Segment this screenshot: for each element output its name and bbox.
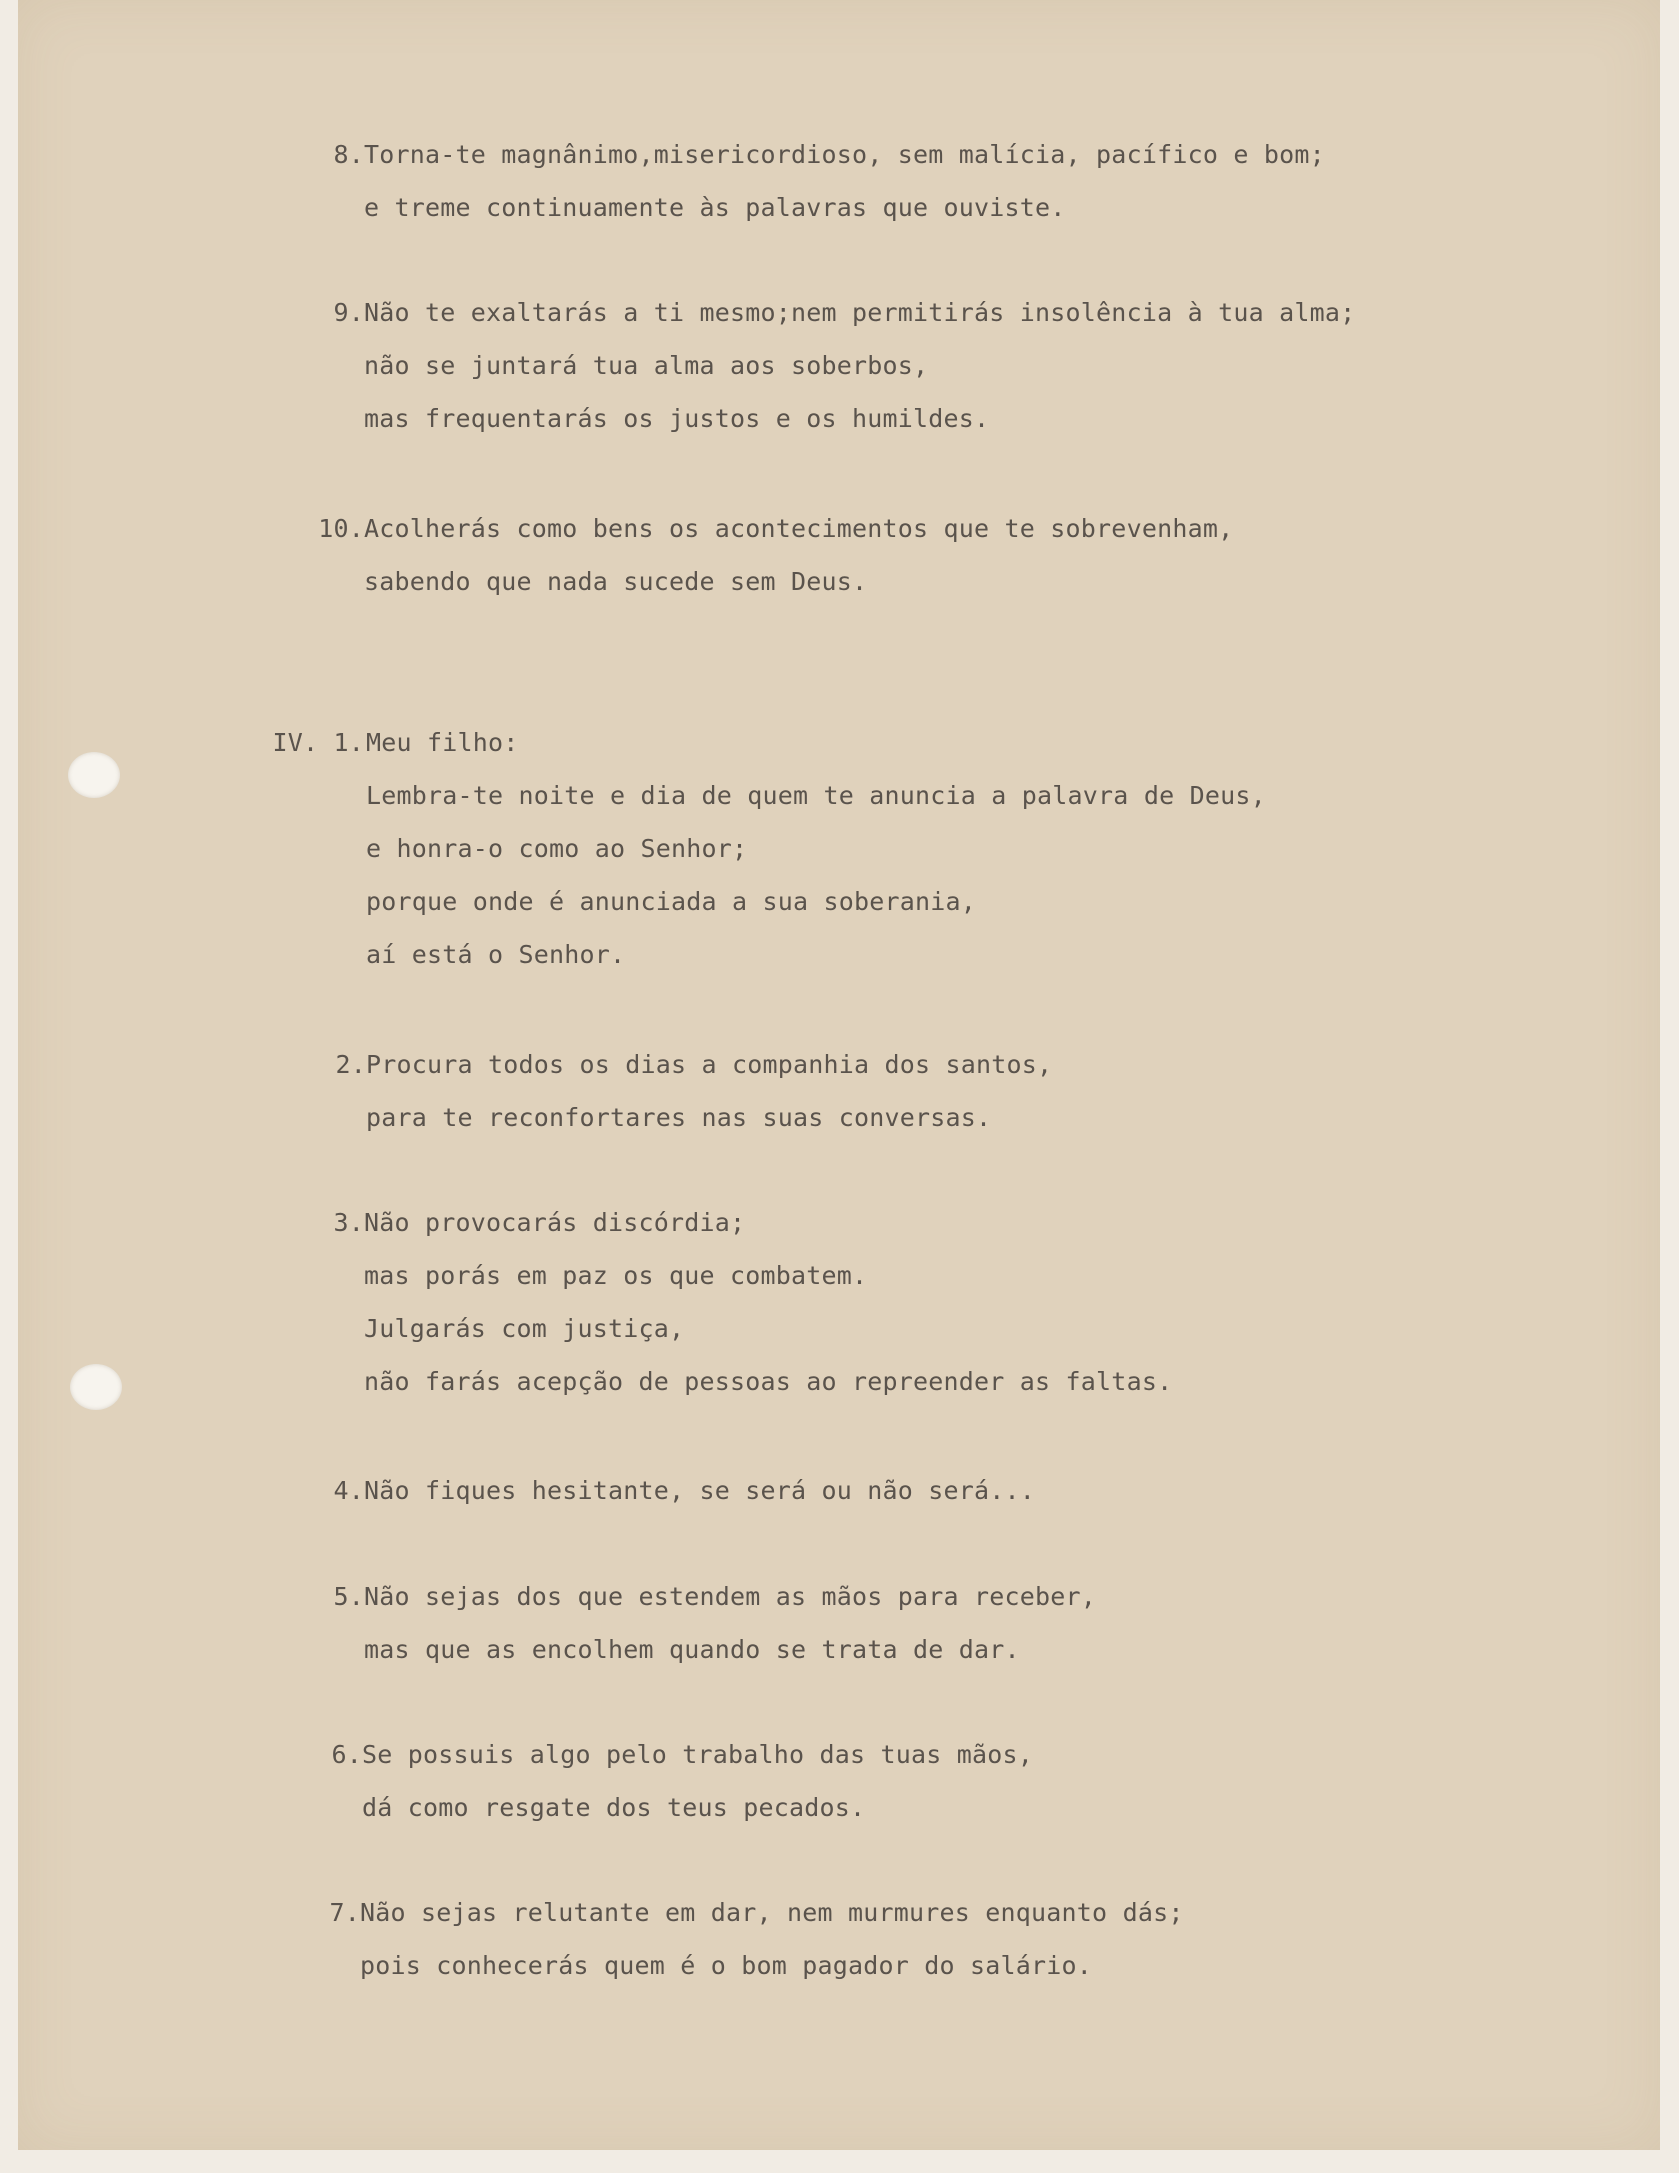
section-number: 9. <box>333 298 364 327</box>
text-line: Não te exaltarás a ti mesmo;nem permitirás insolência à tua alma; <box>364 298 1356 327</box>
text-line: porque onde é anunciada a sua soberania, <box>366 887 977 916</box>
text-line: mas frequentarás os justos e os humildes. <box>364 404 990 433</box>
text-line: Acolherás como bens os acontecimentos que te sobrevenham, <box>364 514 1234 543</box>
text-line: Procura todos os dias a companhia dos santos, <box>366 1050 1053 1079</box>
text-line: Não sejas dos que estendem as mãos para receber, <box>364 1582 1097 1611</box>
text-line: não farás acepção de pessoas ao repreender as faltas. <box>364 1367 1173 1396</box>
text-line: Torna-te magnânimo,misericordioso, sem malícia, pacífico e bom; <box>364 140 1325 169</box>
section-number: 6. <box>331 1740 362 1769</box>
text-line: para te reconfortares nas suas conversas. <box>366 1103 992 1132</box>
text-line: aí está o Senhor. <box>366 940 626 969</box>
section-number: 4. <box>333 1476 364 1505</box>
text-line: pois conhecerás quem é o bom pagador do salário. <box>360 1951 1093 1980</box>
text-line: Meu filho: <box>366 728 519 757</box>
section-number: 8. <box>333 140 364 169</box>
section-number: 3. <box>333 1208 364 1237</box>
text-line: Não provocarás discórdia; <box>364 1208 746 1237</box>
text-line: mas que as encolhem quando se trata de dar. <box>364 1635 1020 1664</box>
text-line: Não sejas relutante em dar, nem murmures enquanto dás; <box>360 1898 1184 1927</box>
text-line: e treme continuamente às palavras que ouviste. <box>364 193 1066 222</box>
section-number: 2. <box>335 1050 366 1079</box>
text-line: dá como resgate dos teus pecados. <box>362 1793 866 1822</box>
paper-page <box>18 0 1660 2150</box>
text-line: e honra-o como ao Senhor; <box>366 834 748 863</box>
text-line: não se juntará tua alma aos soberbos, <box>364 351 929 380</box>
text-line: Lembra-te noite e dia de quem te anuncia a palavra de Deus, <box>366 781 1266 810</box>
text-line: Julgarás com justiça, <box>364 1314 685 1343</box>
section-number: 5. <box>333 1582 364 1611</box>
section-number: 10. <box>318 514 364 543</box>
chapter-section-number: IV. 1. <box>272 728 364 757</box>
text-line: sabendo que nada sucede sem Deus. <box>364 567 868 596</box>
punch-hole <box>70 1364 122 1410</box>
text-line: mas porás em paz os que combatem. <box>364 1261 868 1290</box>
text-line: Não fiques hesitante, se será ou não será... <box>364 1476 1036 1505</box>
section-number: 7. <box>329 1898 360 1927</box>
punch-hole <box>68 752 120 798</box>
text-line: Se possuis algo pelo trabalho das tuas mãos, <box>362 1740 1034 1769</box>
